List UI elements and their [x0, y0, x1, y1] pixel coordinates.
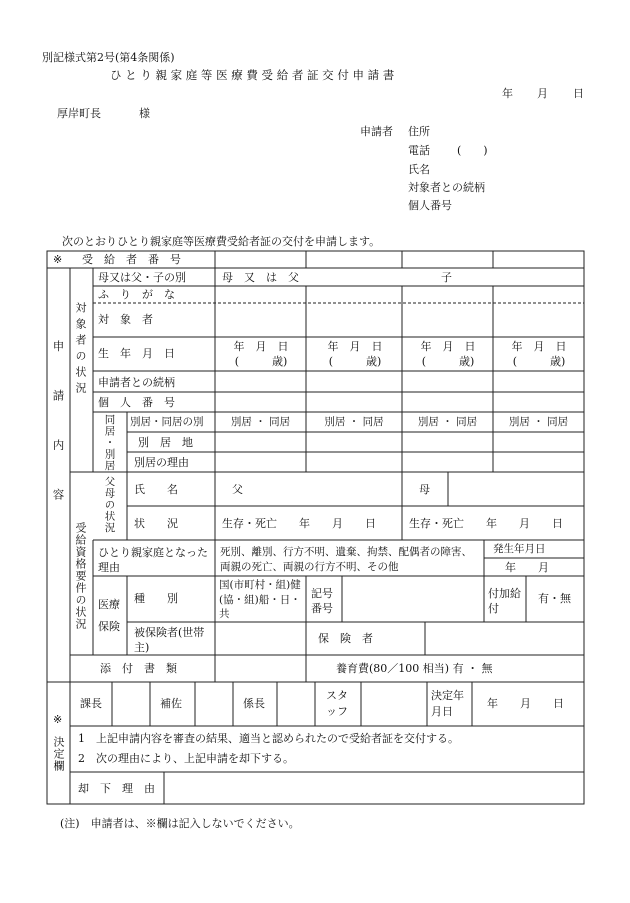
intro-text: 次のとおりひとり親家庭等医療費受給者証の交付を申請します。: [62, 235, 381, 248]
applicant-phone[interactable]: 電話: [408, 144, 430, 157]
relation-to-applicant-label: 申請者との続柄: [98, 376, 175, 389]
section-application-label: 申請内容: [51, 340, 66, 538]
separate-address-label: 別 居 地: [138, 436, 193, 449]
furigana-label: ふ り が な: [98, 288, 175, 301]
personal-number-label: 個 人 番 号: [98, 396, 175, 409]
subchief-label: 係長: [243, 697, 265, 710]
section-target-label: 対象者の状況: [74, 302, 87, 398]
staff-label: スタッフ: [326, 689, 348, 718]
birthdate-age-4[interactable]: ( 歳): [512, 355, 566, 368]
applicant-id-number[interactable]: 個人番号: [408, 199, 452, 212]
attachments-label: 添 付 書 類: [100, 662, 177, 675]
cohabit-cell-4[interactable]: 別居 ・ 同居: [508, 416, 569, 428]
applicant-name[interactable]: 氏名: [408, 163, 430, 176]
mark-asterisk: ※: [53, 253, 63, 266]
insured-person-label: 被保険者(世帯主): [134, 626, 205, 654]
assistant-label: 補佐: [160, 697, 182, 710]
form-number: 別記様式第2号(第4条関係): [42, 51, 175, 64]
birthdate-cell-2[interactable]: 年 月 日: [327, 340, 383, 353]
support-fee-label[interactable]: 養育費(80／100 相当) 有 ・ 無: [336, 662, 493, 675]
decision-mark: ※: [53, 713, 63, 726]
cohabit-cell-3[interactable]: 別居 ・ 同居: [417, 416, 478, 428]
decision-date-label: 決定年月日: [431, 689, 464, 718]
insurance-group-label: 医療保険: [98, 598, 120, 633]
insurance-type-label: 種 別: [134, 592, 178, 605]
birthdate-cell-3[interactable]: 年 月 日: [420, 340, 476, 353]
parent-status-label: 状 況: [134, 517, 178, 530]
insurer-label: 保 険 者: [318, 632, 373, 645]
symbol-number-label: 記号番号: [311, 587, 333, 615]
extra-benefit-label: 付加給付: [488, 587, 521, 615]
decision-section-label: 決定欄: [52, 736, 65, 772]
applicant-address[interactable]: 住所: [408, 125, 430, 138]
parent-child-label: 母又は父・子の別: [98, 271, 186, 284]
cohabit-label: 別居・同居の別: [130, 416, 204, 428]
target-person-label: 対 象 者: [98, 313, 153, 326]
decision-date-cell[interactable]: 年 月 日: [487, 697, 564, 710]
date-day: 日: [573, 87, 584, 100]
mother-label: 母: [419, 483, 430, 496]
applicant-relation[interactable]: 対象者との続柄: [408, 181, 485, 194]
birthdate-label: 生 年 月 日: [98, 347, 175, 360]
separate-reason-label: 別居の理由: [134, 456, 189, 469]
decision-line-1: 1 上記申請内容を審査の結果、適当と認められたので受給者証を交付する。: [78, 732, 459, 745]
insurance-type-options[interactable]: 国(市町村・組)健(協・組)船・日・共: [219, 579, 301, 620]
reject-reason-label: 却 下 理 由: [78, 782, 155, 795]
birthdate-age-2[interactable]: ( 歳): [328, 355, 382, 368]
date-month: 月: [537, 87, 548, 100]
date-year: 年: [502, 87, 513, 100]
occurrence-date-cell[interactable]: 年 月: [505, 561, 549, 574]
addressee: 厚岸町長: [57, 107, 101, 120]
occurrence-date-label: 発生年月日: [493, 543, 546, 555]
birthdate-cell-4[interactable]: 年 月 日: [511, 340, 567, 353]
cohabit-group-label: 同居・別居: [103, 414, 116, 472]
footnote: (注) 申請者は、※欄は記入しないでください。: [60, 817, 300, 830]
father-label: 父: [232, 483, 243, 496]
birthdate-cell-1[interactable]: 年 月 日: [233, 340, 289, 353]
addressee-honorific: 様: [139, 107, 150, 120]
parents-status-label: 父母の状況: [103, 476, 116, 534]
extra-benefit-yes-no[interactable]: 有・無: [538, 592, 571, 605]
single-parent-reason-label: ひとり親家庭となった理由: [98, 546, 208, 574]
applicant-phone-paren: ( ): [457, 144, 488, 157]
birthdate-age-1[interactable]: ( 歳): [234, 355, 288, 368]
single-parent-reason-options[interactable]: 死別、離別、行方不明、遺棄、拘禁、配偶者の障害、両親の死亡、両親の行方不明、その他: [220, 546, 472, 573]
recipient-number-label: 受 給 者 番 号: [82, 253, 181, 266]
cohabit-cell-1[interactable]: 別居 ・ 同居: [230, 416, 291, 428]
chief-label: 課長: [80, 697, 102, 710]
parent-column-header: 母 又 は 父: [222, 271, 299, 284]
mother-status-cell[interactable]: 生存・死亡 年 月 日: [409, 517, 563, 530]
cohabit-cell-2[interactable]: 別居 ・ 同居: [324, 416, 384, 428]
child-column-header: 子: [441, 271, 452, 284]
parent-name-label: 氏 名: [134, 483, 178, 496]
applicant-label: 申請者: [360, 125, 393, 138]
decision-line-2: 2 次の理由により、上記申請を却下する。: [78, 752, 294, 765]
section-qualification-label: 受給資格要件の状況: [74, 522, 87, 630]
form-title: ひ と り 親 家 庭 等 医 療 費 受 給 者 証 交 付 申 請 書: [110, 68, 395, 82]
father-status-cell[interactable]: 生存・死亡 年 月 日: [222, 517, 376, 530]
birthdate-age-3[interactable]: ( 歳): [421, 355, 475, 368]
